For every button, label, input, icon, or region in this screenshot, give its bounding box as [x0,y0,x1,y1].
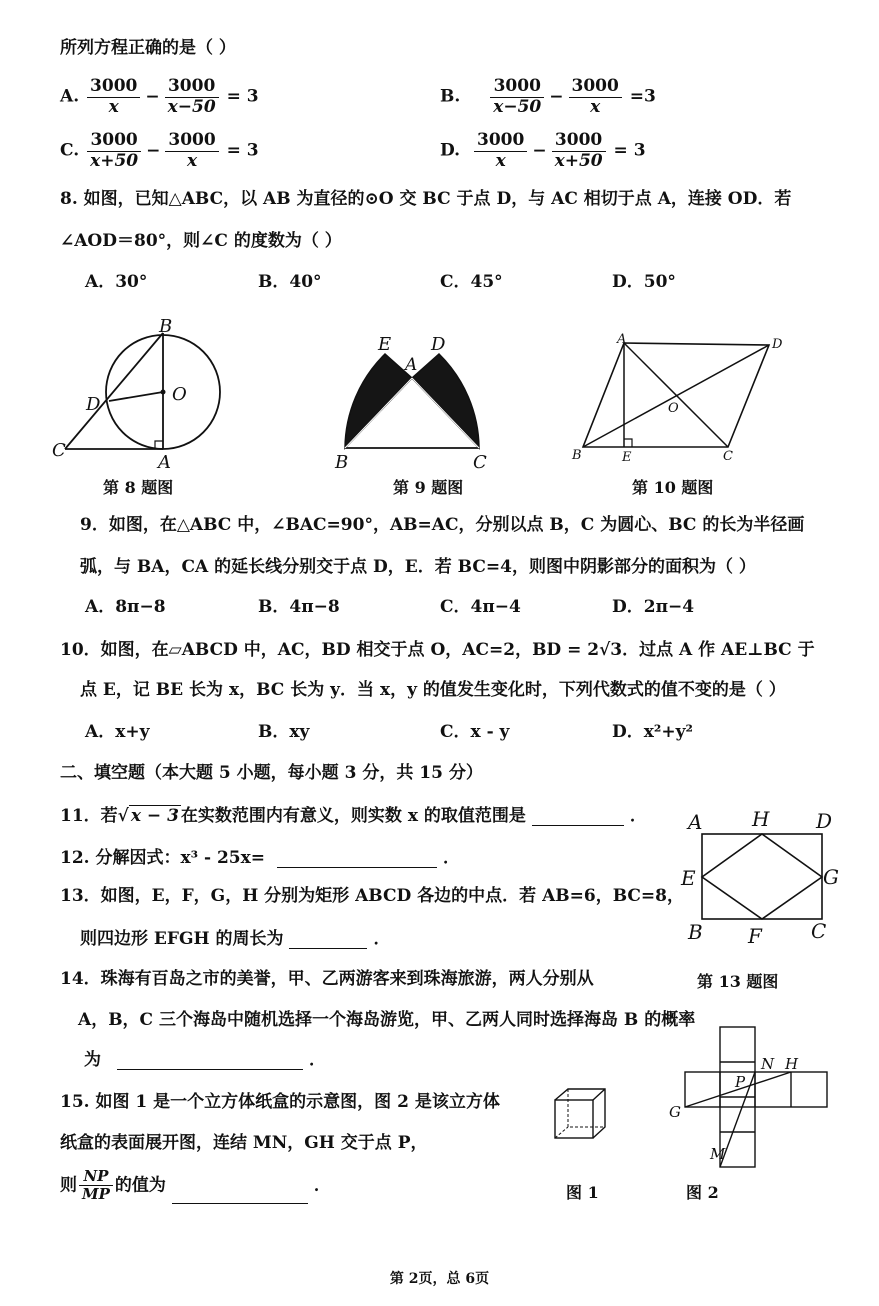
fig10-label-c: C [723,449,733,464]
q15-answer-blank[interactable] [172,1203,308,1204]
q11 [60,806,647,826]
figure-13 [678,802,848,952]
q8-option-b[interactable]: B．40° [258,272,322,292]
q8-option-a[interactable]: A．30° [85,272,148,292]
fig10-label-o: O [668,401,679,416]
fig9-label-d: D [431,334,446,355]
fig13-caption: 第 13 题图 [697,972,779,991]
q7-option-b[interactable]: B. $\frac{3000}{x-50}$ − $\frac{3000}{x}$ =3 [440,76,656,117]
q13-answer-blank[interactable] [289,948,367,949]
q14-answer-blank[interactable] [117,1069,303,1070]
q14-end: ． [309,1050,326,1070]
q10-line1: 10．如图，在▱ABCD 中，AC，BD 相交于点 O，AC=2，BD = 2√3．过点 A 作 AE⊥BC 于 [60,640,815,660]
fraction: $\frac{3000}{x+50}$ [87,131,141,171]
fig9-label-c: C [473,452,487,473]
fraction: $\frac{3000}{x+50}$ [552,131,606,171]
q9-option-d[interactable]: D．2π−4 [612,597,695,617]
q14-line3-text: 为 [84,1050,101,1070]
q8-option-d[interactable]: D．50° [612,272,676,292]
fig10-label-d: D [772,337,783,352]
q14-line1: 14．珠海有百岛之市的美誉，甲、乙两游客来到珠海旅游，两人分别从 [60,969,594,989]
q10-option-d[interactable]: D．x²+y² [612,722,693,742]
equation-rhs: = 3 [226,86,259,107]
fig8-label-c: C [52,440,66,461]
fig13-label-g: G [823,865,839,889]
fig9-label-a: A [405,355,418,375]
q9-option-c[interactable]: C．4π−4 [440,597,521,617]
fig8-label-d: D [86,394,101,415]
q15-fraction: $\frac{NP}{MP}$ [79,1168,113,1204]
fraction: $\frac{3000}{x}$ [87,77,140,117]
figure-10 [560,328,830,468]
q12-text: 12. 分解因式：x³ - 25x= [60,848,266,868]
fig15-caption-1: 图 1 [566,1183,599,1202]
q9-line2: 弧，与 BA，CA 的延长线分别交于点 D，E．若 BC=4，则图中阴影部分的面积为（ ） [80,557,756,577]
option-label: B. [440,86,461,107]
q14-line3 [84,1050,326,1070]
q7-option-d[interactable]: D. $\frac{3000}{x}$ − $\frac{3000}{x+50}$ = 3 [440,130,646,171]
q10-option-a[interactable]: A．x+y [85,722,150,742]
option-label: C. [60,140,80,161]
q8-option-c[interactable]: C．45° [440,272,503,292]
q13-line1: 13．如图，E，F，G，H 分别为矩形 ABCD 各边的中点．若 AB=6，BC=8， [60,886,685,906]
fraction: $\frac{3000}{x}$ [165,131,218,171]
q13-end: ． [373,929,391,949]
q15-line3 [60,1168,331,1204]
fig9-label-b: B [335,452,349,473]
equation-rhs: = 3 [613,140,646,161]
figure-15-cube [550,1085,610,1145]
q12 [60,848,460,868]
fig15-label-n: N [761,1055,775,1073]
fig15-label-m: M [710,1145,726,1163]
fraction: $\frac{3000}{x-50}$ [490,77,544,117]
fig13-label-b: B [688,920,703,944]
fig9-caption: 第 9 题图 [393,478,464,497]
fig15-label-g: G [669,1103,681,1121]
fig15-label-h: H [785,1055,799,1073]
q15-end: ． [313,1175,331,1196]
figure-8 [50,312,250,472]
fig13-label-f: F [748,924,762,948]
q11-end: ． [629,806,647,826]
equation-rhs: =3 [629,86,656,107]
fig10-caption: 第 10 题图 [632,478,714,497]
fig10-label-a: A [617,332,627,347]
fig13-label-d: D [816,809,833,833]
fig10-label-e: E [622,450,632,465]
q14-line2: A，B，C 三个海岛中随机选择一个海岛游览，甲、乙两人同时选择海岛 B 的概率 [78,1010,696,1030]
equation-rhs: = 3 [226,140,259,161]
fig10-label-b: B [572,448,582,463]
q15-line2: 纸盒的表面展开图，连结 MN，GH 交于点 P， [60,1133,428,1153]
q8-line2: ∠AOD＝80°，则∠C 的度数为（ ） [60,231,342,251]
fig13-label-a: A [688,810,703,834]
q9-option-a[interactable]: A．8π−8 [85,597,166,617]
figure-9 [330,330,500,473]
q7-option-c[interactable]: C. $\frac{3000}{x+50}$ − $\frac{3000}{x}$ = 3 [60,130,259,171]
fig13-label-h: H [752,807,770,831]
fig8-label-o: O [172,384,187,405]
q15-post: 的值为 [114,1175,166,1196]
fig13-label-e: E [681,866,696,890]
q7-option-a[interactable]: A. $\frac{3000}{x}$ − $\frac{3000}{x-50}$ = 3 [60,76,259,117]
fig8-caption: 第 8 题图 [103,478,174,497]
q13-line2 [80,929,390,949]
figure-15-net [665,1025,840,1175]
fig15-caption-2: 图 2 [686,1183,719,1202]
q9-line1: 9．如图，在△ABC 中，∠BAC=90°，AB=AC，分别以点 B，C 为圆心、BC 的长为半径画 [80,515,805,535]
q15-pre: 则 [60,1175,77,1196]
fig8-label-b: B [159,316,173,337]
q10-line2: 点 E，记 BE 长为 x，BC 长为 y．当 x，y 的值发生变化时，下列代数式的值不变的是（ ） [80,680,786,700]
fig8-label-a: A [158,452,171,473]
fig9-label-e: E [378,334,392,355]
page-footer: 第 2页，总 6页 [389,1271,490,1287]
q11-post: 在实数范围内有意义，则实数 x 的取值范围是 [180,806,526,826]
q13-line2-text: 则四边形 EFGH 的周长为 [80,929,284,949]
fraction: $\frac{3000}{x-50}$ [165,77,219,117]
sqrt-sign: √ [117,806,129,826]
q11-pre: 11．若 [60,806,118,826]
q9-option-b[interactable]: B．4π−8 [258,597,340,617]
q7-stem-tail: 所列方程正确的是（ ） [60,38,236,58]
q11-answer-blank[interactable] [532,825,624,826]
q15-line1: 15. 如图 1 是一个立方体纸盒的示意图，图 2 是该立方体 [60,1092,500,1112]
q10-option-c[interactable]: C．x - y [440,722,510,742]
q11-radicand: x − 3 [130,806,179,826]
q12-answer-blank[interactable] [277,867,437,868]
option-label: D. [440,140,461,161]
q12-end: ． [443,848,461,868]
q8-line1: 8. 如图，已知△ABC，以 AB 为直径的⊙O 交 BC 于点 D，与 AC 相切于点 A，连接 OD．若 [60,189,792,209]
q10-option-b[interactable]: B．xy [258,722,310,742]
section-2-heading: 二、填空题（本大题 5 小题，每小题 3 分，共 15 分） [60,763,483,783]
fig13-label-c: C [811,919,827,943]
fraction: $\frac{3000}{x}$ [474,131,527,171]
option-label: A. [60,86,80,107]
fraction: $\frac{3000}{x}$ [569,77,622,117]
fig15-label-p: P [735,1073,746,1091]
